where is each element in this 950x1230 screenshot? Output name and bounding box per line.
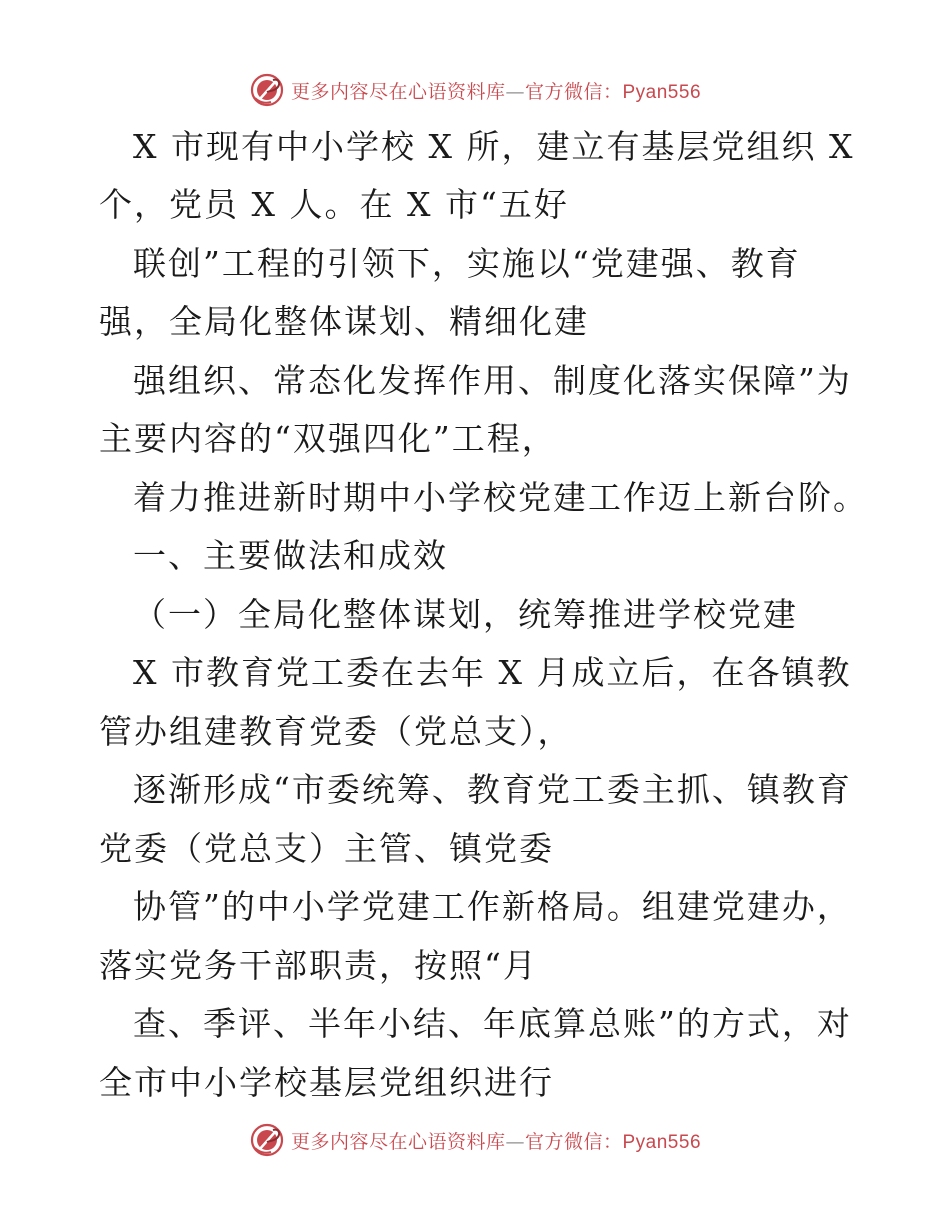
watermark-dash: — [505, 80, 525, 103]
body-line-16: 查、季评、半年小结、年底算总账”的方式，对 [133, 1004, 852, 1043]
watermark-main: 更多内容尽在心语资料库 [290, 80, 506, 103]
watermark-main: 更多内容尽在心语资料库 [290, 1130, 506, 1153]
subsection-heading-1: （一）全局化整体谋划，统筹推进学校党建 [133, 595, 798, 634]
body-line-10: X 市教育党工委在去年 X 月成立后，在各镇教 [133, 653, 852, 692]
body-line-12: 逐渐形成“市委统筹、教育党工委主抓、镇教育 [133, 770, 852, 809]
body-line-4: 强，全局化整体谋划、精细化建 [99, 302, 589, 341]
body-line-11: 管办组建教育党委（党总支）， [99, 712, 573, 751]
watermark-wechat-id: Pyan556 [622, 1131, 702, 1153]
section-heading-1: 一、主要做法和成效 [133, 536, 448, 575]
body-line-3: 联创”工程的引领下，实施以“党建强、教育 [133, 244, 801, 283]
body-line-15: 落实党务干部职责，按照“月 [99, 946, 538, 985]
watermark-banner-bottom [0, 1120, 950, 1160]
body-line-2: 个，党员 X 人。在 X 市“五好 [99, 185, 569, 224]
watermark-dash: — [505, 1130, 525, 1153]
body-line-14: 协管”的中小学党建工作新格局。组建党建办， [133, 887, 852, 926]
body-line-17: 全市中小学校基层党组织进行 [99, 1063, 554, 1102]
watermark-text [291, 1127, 701, 1154]
body-line-5: 强组织、常态化发挥作用、制度化落实保障”为 [133, 361, 852, 400]
body-line-7: 着力推进新时期中小学校党建工作迈上新台阶。 [133, 478, 868, 517]
quill-logo-icon [249, 1122, 285, 1158]
body-line-6: 主要内容的“双强四化”工程， [99, 419, 557, 458]
watermark-wechat-id: Pyan556 [622, 81, 702, 103]
body-line-13: 党委（党总支）主管、镇党委 [99, 829, 554, 868]
watermark-label: 官方微信： [524, 1130, 623, 1153]
body-line-1: X 市现有中小学校 X 所，建立有基层党组织 X [133, 127, 855, 166]
watermark-label: 官方微信： [524, 80, 623, 103]
